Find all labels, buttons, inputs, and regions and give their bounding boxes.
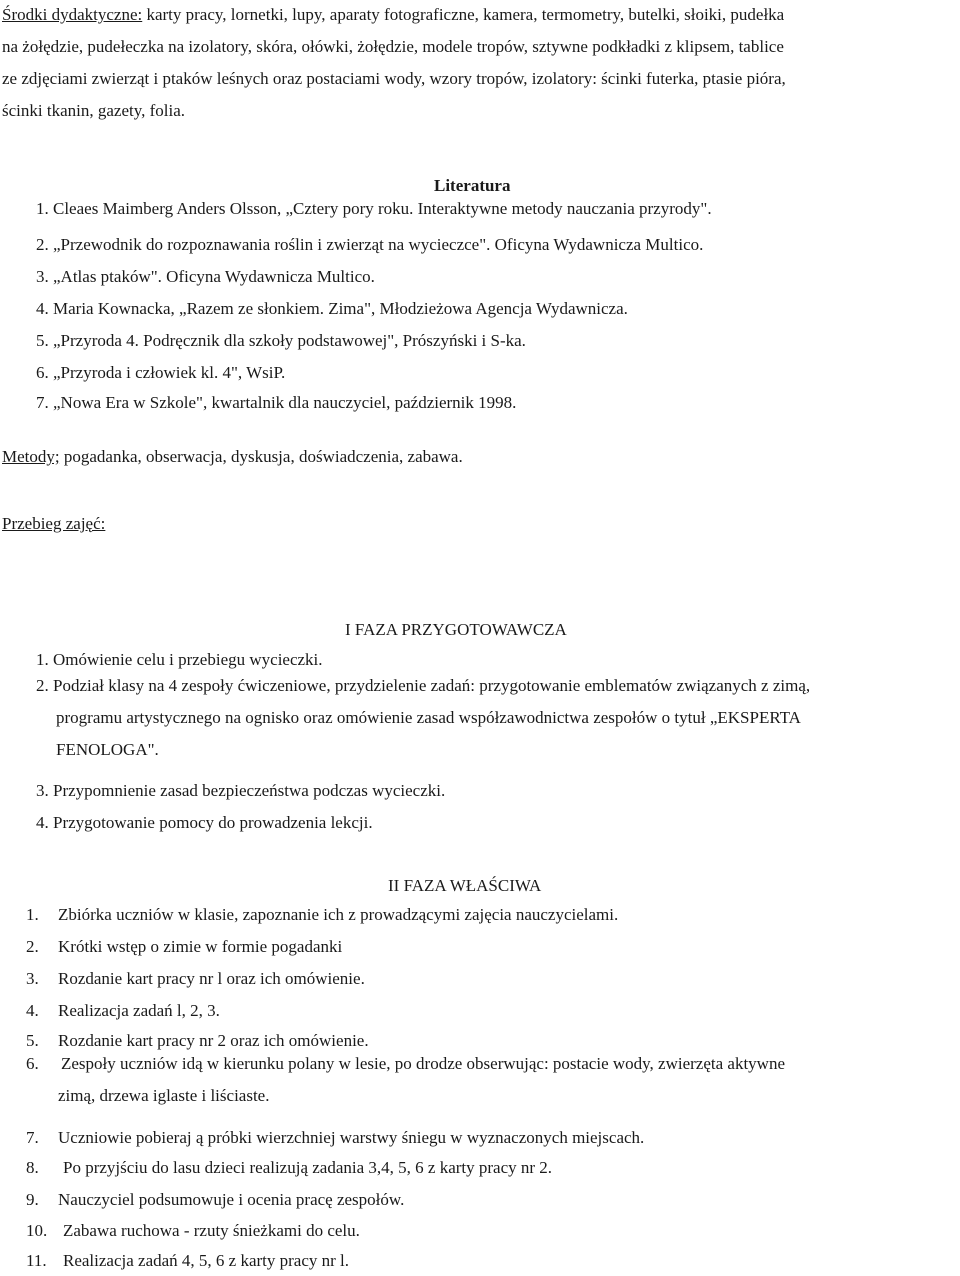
- faza2-item-text: Uczniowie pobieraj ą próbki wierzchniej warstwy śniegu w wyznaczonych miejscach.: [58, 1128, 645, 1147]
- faza1-heading: I FAZA PRZYGOTOWAWCZA: [345, 620, 567, 639]
- literatura-item: 3. „Atlas ptaków". Oficyna Wydawnicza Multico.: [36, 267, 375, 286]
- literatura-item: 7. „Nowa Era w Szkole", kwartalnik dla nauczyciel, październik 1998.: [36, 393, 517, 412]
- faza1-item-4: 4. Przygotowanie pomocy do prowadzenia lekcji.: [36, 813, 373, 832]
- faza2-item-num: 10.: [26, 1221, 48, 1240]
- faza2-item-num: 5.: [26, 1031, 39, 1050]
- faza2-item-text: Po przyjściu do lasu dzieci realizują zadania 3,4, 5, 6 z karty pracy nr 2.: [63, 1158, 553, 1177]
- faza2-item-num: 11.: [26, 1251, 47, 1270]
- faza2-item-text-cont: zimą, drzewa iglaste i liściaste.: [58, 1086, 270, 1105]
- literatura-item: 6. „Przyroda i człowiek kl. 4", WsiP.: [36, 363, 286, 382]
- faza2-item-text: Realizacja zadań l, 2, 3.: [58, 1001, 220, 1020]
- faza1-item-2-line-3: FENOLOGA".: [56, 740, 159, 759]
- faza2-item-text: Zespoły uczniów idą w kierunku polany w lesie, po drodze obserwując: postacie wody, zwierzęta aktywne: [61, 1054, 785, 1073]
- faza2-item-num: 1.: [26, 905, 39, 924]
- faza2-item-num: 9.: [26, 1190, 39, 1209]
- faza2-heading: II FAZA WŁAŚCIWA: [388, 876, 542, 895]
- metody-text: pogadanka, obserwacja, dyskusja, doświadczenia, zabawa.: [59, 447, 463, 466]
- faza1-item-2-line-1: 2. Podział klasy na 4 zespoły ćwiczeniowe, przydzielenie zadań: przygotowanie emblematów związanych z zimą,: [36, 676, 811, 695]
- faza1-item-2-line-2: programu artystycznego na ognisko oraz omówienie zasad współzawodnictwa zespołów o tytuł „EKSPERTA: [56, 708, 801, 727]
- srodki-line-3: ze zdjęciami zwierząt i ptaków leśnych oraz postaciami wody, wzory tropów, izolatory: ścinki futerka, ptasie pióra,: [2, 69, 786, 88]
- metody-line: [2, 441, 463, 472]
- faza2-item-text: Zbiórka uczniów w klasie, zapoznanie ich z prowadzącymi zajęcia nauczycielami.: [58, 905, 619, 924]
- faza2-item-num: 8.: [26, 1158, 39, 1177]
- faza2-item-num: 6.: [26, 1054, 39, 1073]
- literatura-item: 5. „Przyroda 4. Podręcznik dla szkoły podstawowej", Prószyński i S-ka.: [36, 331, 526, 350]
- srodki-line-1: [2, 0, 784, 30]
- literatura-item: 4. Maria Kownacka, „Razem ze słonkiem. Zima", Młodzieżowa Agencja Wydawnicza.: [36, 299, 628, 318]
- faza2-item-text: Rozdanie kart pracy nr 2 oraz ich omówienie.: [58, 1031, 369, 1050]
- literatura-heading: Literatura: [434, 176, 511, 195]
- przebieg-heading: Przebieg zajęć:: [2, 514, 106, 533]
- faza2-item-num: 4.: [26, 1001, 39, 1020]
- faza2-item-text: Rozdanie kart pracy nr l oraz ich omówienie.: [58, 969, 365, 988]
- metody-label: Metody;: [2, 447, 60, 466]
- literatura-item: 1. Cleaes Maimberg Anders Olsson, „Cztery pory roku. Interaktywne metody nauczania przyrody".: [36, 199, 712, 218]
- faza2-item-text: Nauczyciel podsumowuje i ocenia pracę zespołów.: [58, 1190, 405, 1209]
- srodki-label: Środki dydaktyczne:: [2, 5, 143, 24]
- faza2-item-text: Realizacja zadań 4, 5, 6 z karty pracy nr l.: [63, 1251, 350, 1270]
- faza2-item-num: 3.: [26, 969, 39, 988]
- faza1-item-3: 3. Przypomnienie zasad bezpieczeństwa podczas wycieczki.: [36, 781, 446, 800]
- faza2-item-text: Krótki wstęp o zimie w formie pogadanki: [58, 937, 343, 956]
- faza2-item-text: Zabawa ruchowa - rzuty śnieżkami do celu.: [63, 1221, 360, 1240]
- faza2-item-num: 7.: [26, 1128, 39, 1147]
- srodki-line-4: ścinki tkanin, gazety, folia.: [2, 101, 186, 120]
- faza2-item-num: 2.: [26, 937, 39, 956]
- srodki-line-2: na żołędzie, pudełeczka na izolatory, skóra, ołówki, żołędzie, modele tropów, sztywne podkładki z klipsem, tablice: [2, 37, 784, 56]
- srodki-text-1: karty pracy, lornetki, lupy, aparaty fotograficzne, kamera, termometry, butelki, słoiki, pudełka: [142, 5, 785, 24]
- literatura-item: 2. „Przewodnik do rozpoznawania roślin i zwierząt na wycieczce". Oficyna Wydawnicza Multico.: [36, 235, 704, 254]
- faza1-item-1: 1. Omówienie celu i przebiegu wycieczki.: [36, 650, 323, 669]
